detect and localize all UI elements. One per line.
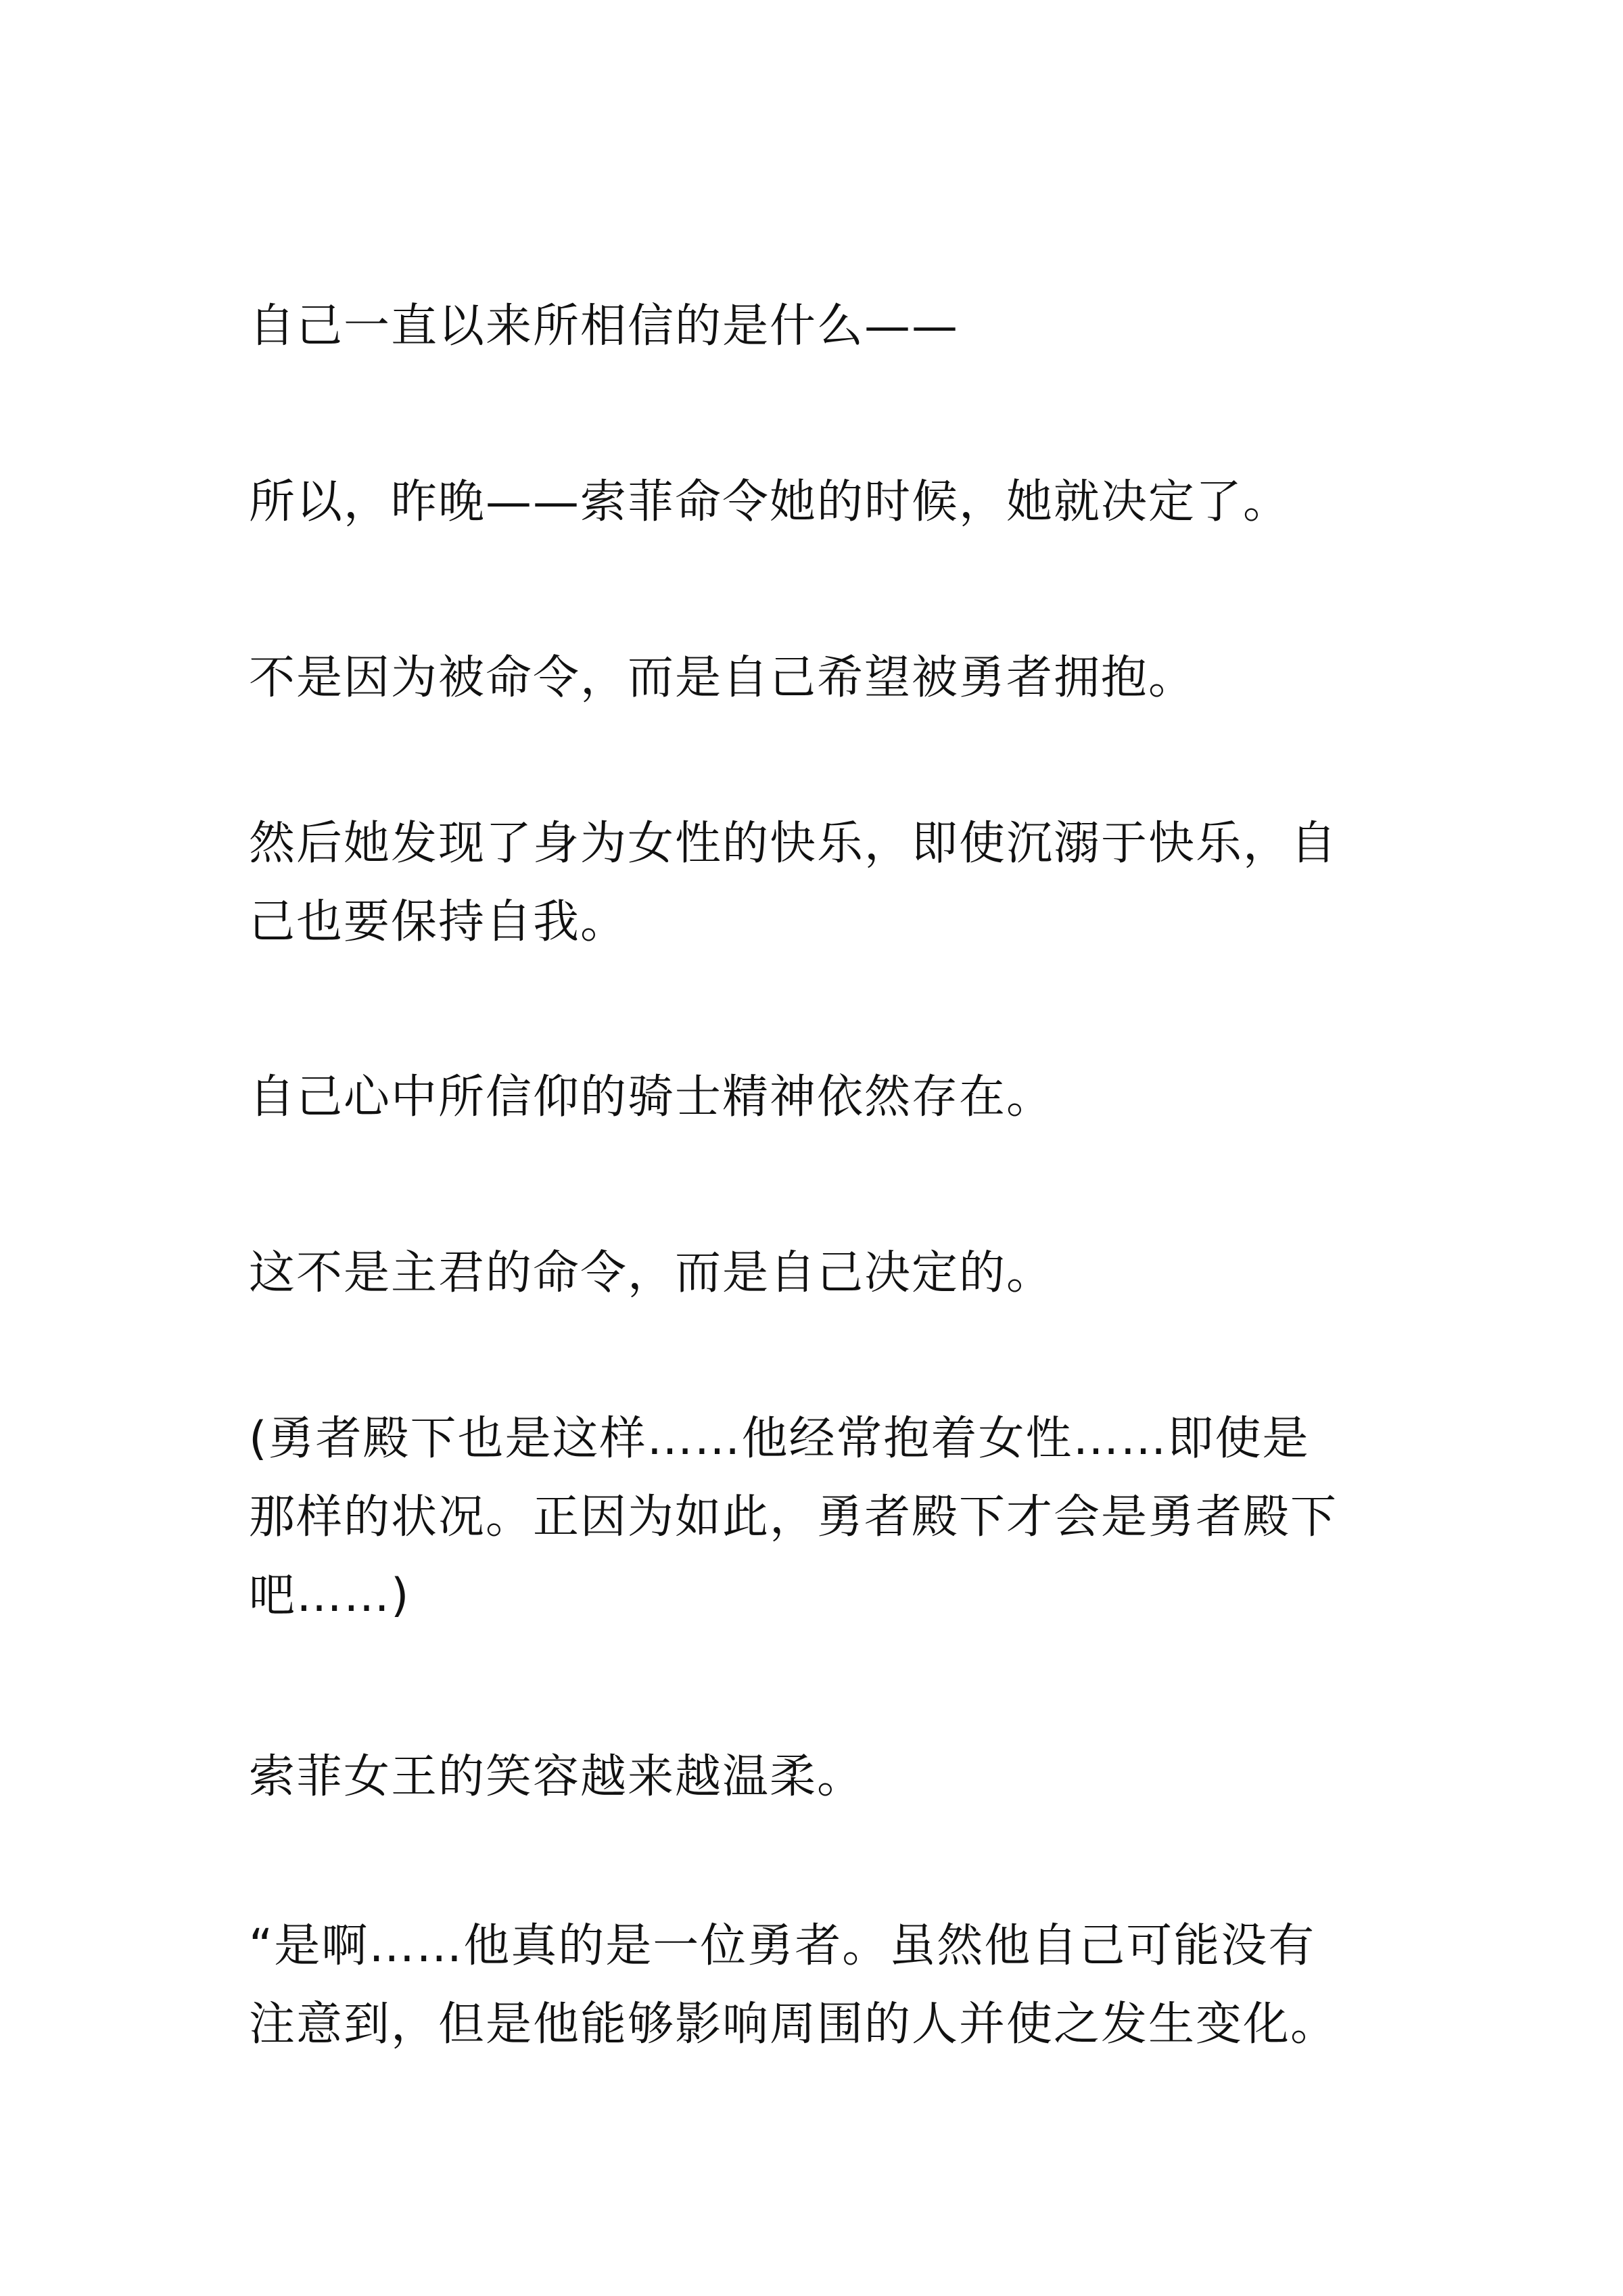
- paragraph-8: [249, 1738, 1398, 1817]
- paragraph-line: 所以，昨晚——索菲命令她的时候，她就决定了。: [249, 475, 1291, 529]
- paragraph-9: [249, 1907, 1398, 2064]
- paragraph-4: [249, 805, 1398, 962]
- paragraph-line: 注意到，但是他能够影响周围的人并使之发生变化。: [249, 1998, 1338, 2051]
- paragraph-2: [249, 463, 1398, 542]
- paragraph-line: 那样的状况。正因为如此，勇者殿下才会是勇者殿下: [249, 1491, 1338, 1544]
- paragraph-line: 自己一直以来所相信的是什么——: [249, 300, 960, 353]
- paragraph-line: 自己心中所信仰的骑士精神依然存在。: [249, 1071, 1054, 1124]
- paragraph-1: [249, 287, 1398, 366]
- paragraph-line: 己也要保持自我。: [249, 895, 628, 949]
- paragraph-line: (勇者殿下也是这样……他经常抱着女性……即使是: [249, 1412, 1310, 1466]
- paragraph-line: 索菲女王的笑容越来越温柔。: [249, 1750, 865, 1804]
- paragraph-7: [249, 1400, 1398, 1635]
- paragraph-line: “是啊……他真的是一位勇者。虽然他自己可能没有: [249, 1919, 1316, 1973]
- paragraph-line: 不是因为被命令，而是自己希望被勇者拥抱。: [249, 651, 1196, 705]
- paragraph-5: [249, 1058, 1398, 1137]
- paragraph-line: 然后她发现了身为女性的快乐，即使沉溺于快乐，自: [249, 817, 1338, 870]
- paragraph-6: [249, 1234, 1398, 1313]
- paragraph-line: 吧……): [249, 1569, 410, 1622]
- paragraph-3: [249, 639, 1398, 718]
- paragraph-line: 这不是主君的命令，而是自己决定的。: [249, 1246, 1054, 1300]
